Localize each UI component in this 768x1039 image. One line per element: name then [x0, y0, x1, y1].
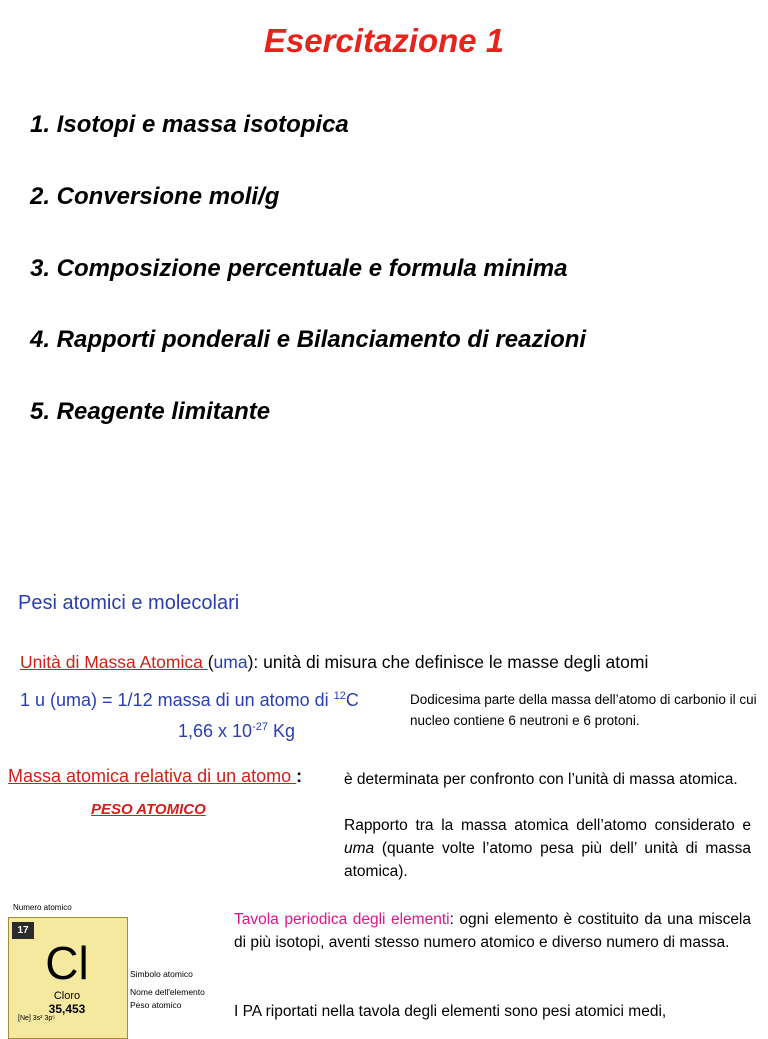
massa-relativa [8, 766, 302, 787]
label-symbol: Simbolo atomico [130, 969, 193, 979]
label-weight: Peso atomico [130, 1000, 182, 1010]
para-determinata: è determinata per confronto con l’unità di massa atomica. [344, 771, 738, 788]
uma-value-exp: -27 [252, 721, 268, 733]
uma-rest: : unità di misura che definisce le masse degli atomi [253, 652, 649, 672]
uma-equation [20, 690, 359, 711]
massa-relativa-label: Massa atomica relativa di un atomo [8, 766, 297, 786]
para-rapporto [344, 814, 751, 883]
para-tavola [234, 908, 751, 954]
uma-eq-sup: 12 [333, 690, 346, 702]
section-title: Pesi atomici e molecolari [18, 592, 240, 614]
tile-symbol: Cl [45, 937, 89, 989]
uma-value [178, 721, 295, 742]
para-rapporto-uma: uma [344, 840, 375, 857]
para-rapporto-a: Rapporto tra la massa atomica dell’atomo considerato e [344, 817, 751, 834]
tile-atomic-number: 17 [12, 922, 34, 939]
topic-2: 2. Conversione moli/g [30, 183, 280, 210]
topic-3: 3. Composizione percentuale e formula minima [30, 255, 568, 282]
tile-name: Cloro [53, 990, 81, 1002]
tile-config: [Ne] 3s² 3p⁵ [18, 1015, 56, 1022]
topic-5: 5. Reagente limitante [30, 398, 271, 425]
topic-4: 4. Rapporti ponderali e Bilanciamento di reazioni [30, 326, 587, 353]
dodicesima-note: Dodicesima parte della massa dell’atomo di carbonio il cui nucleo contiene 6 neutroni e 6 protoni. [410, 692, 757, 728]
uma-abbr: uma [213, 652, 248, 672]
label-name: Nome dell'elemento [130, 987, 205, 997]
uma-value-unit: Kg [267, 721, 295, 741]
uma-term: Unità di Massa Atomica [20, 652, 208, 672]
para-tavola-term: Tavola periodica degli elementi [234, 911, 450, 928]
tile-number-label: Numero atomico [13, 903, 72, 912]
uma-eq-elem: C [345, 690, 359, 710]
para-rapporto-b: (quante volte l’atomo pesa più dell’ unità di massa atomica). [344, 840, 751, 880]
uma-eq-text: 1 u (uma) = 1/12 massa di un atomo di [20, 690, 334, 710]
massa-relativa-colon: : [296, 766, 303, 786]
page-title: Esercitazione 1 [263, 22, 505, 59]
uma-value-base: 1,66 x 10 [178, 721, 253, 741]
peso-atomico-label: PESO ATOMICO [91, 801, 206, 818]
topic-1: 1. Isotopi e massa isotopica [30, 111, 349, 138]
tile-weight: 35,453 [48, 1002, 86, 1016]
para-pa: I PA riportati nella tavola degli elementi sono pesi atomici medi, [234, 1003, 667, 1020]
para-tavola-rest: : ogni elemento è costituito da una miscela di più isotopi, aventi stesso numero atomico e diverso numero di massa. [234, 911, 751, 951]
uma-definition: Unità di Massa Atomica (uma): unità di misura che definisce le masse degli atomi [20, 652, 649, 672]
